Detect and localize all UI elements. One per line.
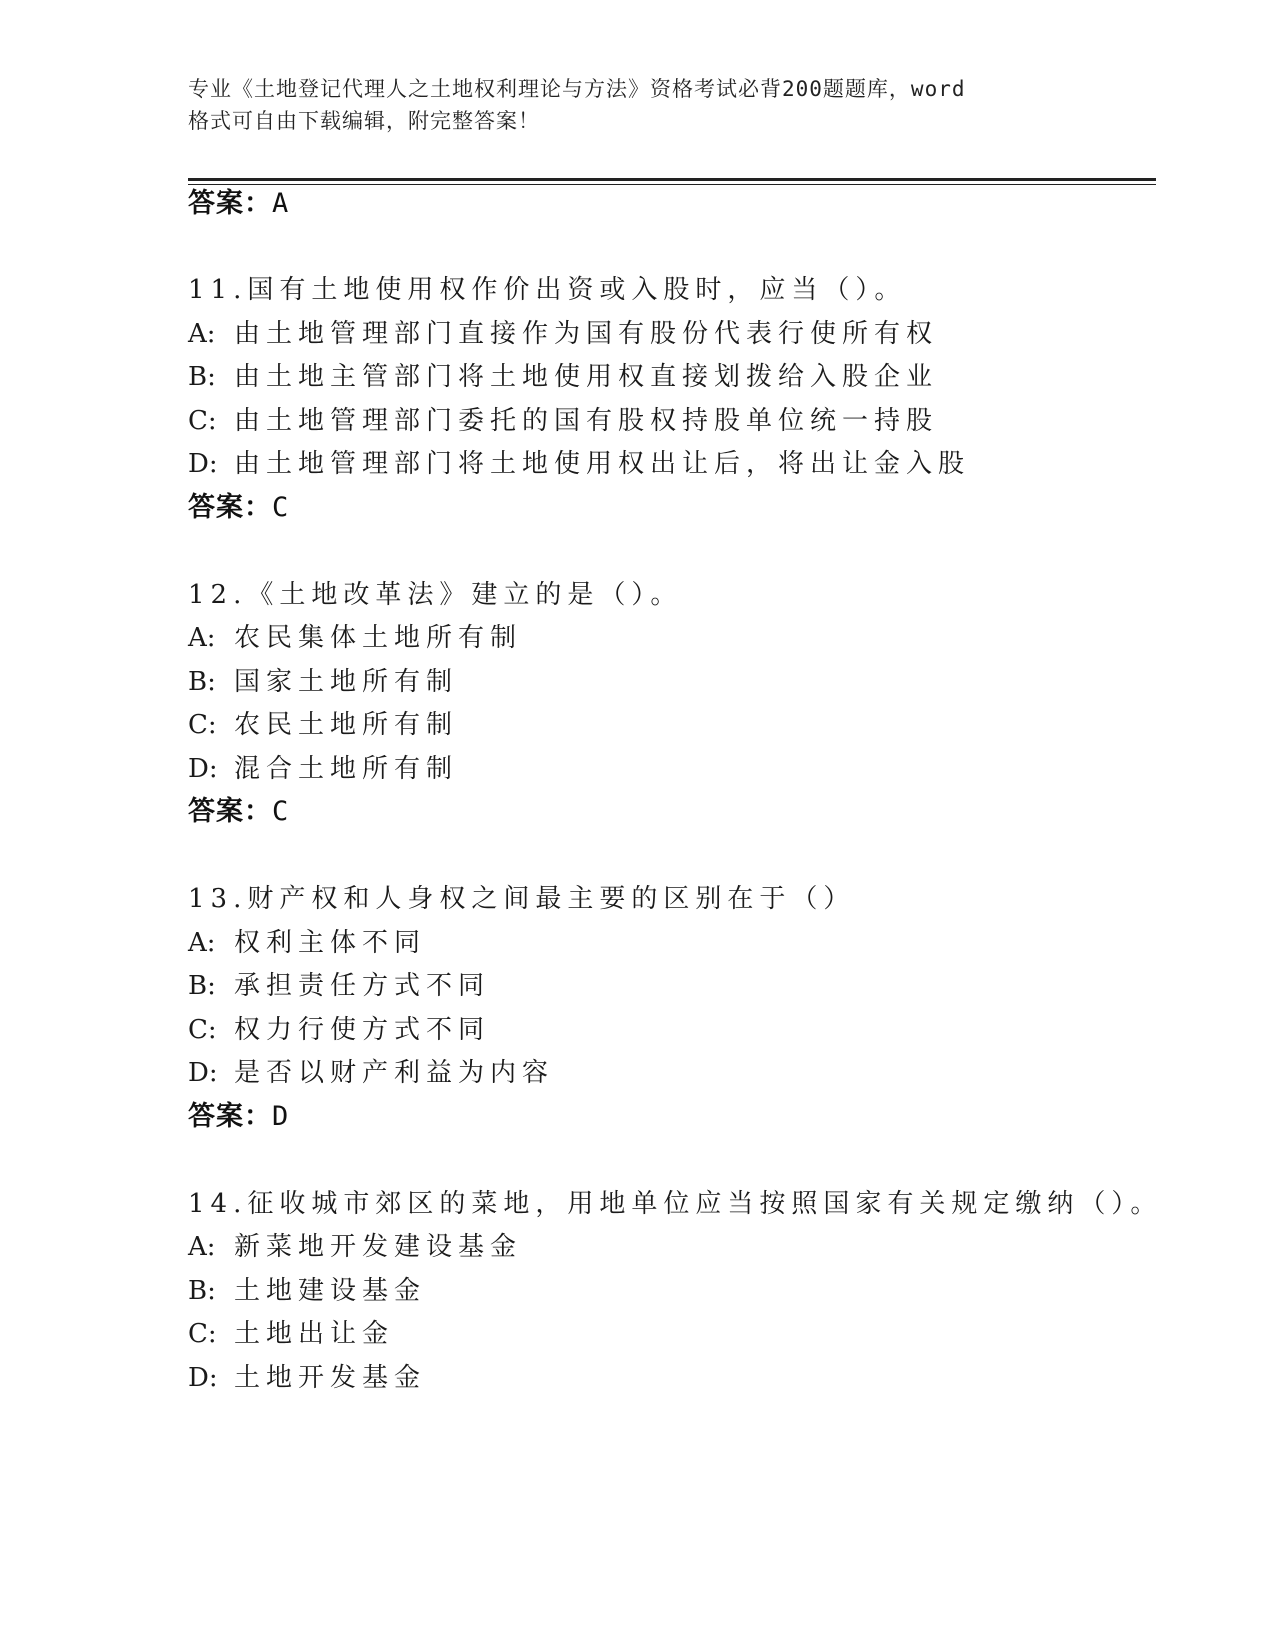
answer-value: C: [272, 796, 290, 827]
option-14-a: [188, 1229, 522, 1265]
option-11-d: [188, 446, 970, 482]
option-key: C:: [188, 406, 217, 436]
option-text: 承担责任方式不同: [234, 971, 491, 1001]
answer-label: 答案：: [188, 796, 272, 827]
option-key: A:: [188, 319, 216, 349]
answer-value: D: [272, 1101, 290, 1132]
answer-line-11: [188, 490, 289, 526]
option-12-d: [188, 751, 458, 787]
question-stem-14: 14.征收城市郊区的菜地，用地单位应当按照国家有关规定缴纳（）。: [188, 1189, 1163, 1219]
option-key: B:: [188, 362, 216, 392]
question-stem-13: 13.财产权和人身权之间最主要的区别在于（）: [188, 884, 856, 914]
option-text: 农民集体土地所有制: [234, 623, 523, 653]
answer-label: 答案：: [188, 492, 272, 523]
option-key: C:: [188, 1319, 217, 1349]
option-text: 新菜地开发建设基金: [234, 1232, 523, 1262]
option-key: B:: [188, 971, 216, 1001]
option-text: 由土地主管部门将土地使用权直接划拨给入股企业: [234, 362, 939, 392]
option-key: D:: [188, 754, 218, 784]
header-divider-thin: [188, 184, 1156, 185]
option-11-b: [188, 359, 938, 395]
option-text: 权力行使方式不同: [234, 1015, 491, 1045]
answer-value: C: [272, 492, 290, 523]
answer-label: 答案：: [188, 1101, 272, 1132]
header-line-2: 格式可自由下载编辑，附完整答案！: [188, 109, 540, 133]
option-text: 国家土地所有制: [234, 667, 459, 697]
option-14-d: [188, 1360, 426, 1396]
option-13-a: [188, 925, 426, 961]
answer-line-12: [188, 794, 289, 830]
option-key: B:: [188, 667, 216, 697]
option-13-b: [188, 968, 490, 1004]
option-14-c: [188, 1316, 394, 1352]
header-line-1: 专业《土地登记代理人之土地权利理论与方法》资格考试必背200题题库，word: [188, 77, 966, 101]
option-text: 土地出让金: [234, 1319, 395, 1349]
question-stem-12: 12.《土地改革法》建立的是（）。: [188, 580, 683, 610]
option-text: 土地建设基金: [234, 1276, 427, 1306]
option-14-b: [188, 1273, 426, 1309]
document-header: [188, 73, 1068, 137]
option-13-c: [188, 1012, 490, 1048]
question-stem-11: 11.国有土地使用权作价出资或入股时，应当（）。: [188, 275, 907, 305]
option-key: C:: [188, 710, 217, 740]
option-text: 农民土地所有制: [234, 710, 459, 740]
answer-label: 答案：: [188, 188, 272, 219]
option-key: C:: [188, 1015, 217, 1045]
option-12-a: [188, 620, 522, 656]
option-key: A:: [188, 623, 216, 653]
option-text: 土地开发基金: [234, 1363, 427, 1393]
option-key: B:: [188, 1276, 216, 1306]
option-11-c: [188, 403, 938, 439]
option-text: 由土地管理部门将土地使用权出让后，将出让金入股: [234, 449, 971, 479]
option-text: 权利主体不同: [234, 928, 427, 958]
option-12-b: [188, 664, 458, 700]
option-text: 由土地管理部门委托的国有股权持股单位统一持股: [234, 406, 939, 436]
answer-line-prev: [188, 186, 289, 222]
option-13-d: [188, 1055, 554, 1091]
option-key: D:: [188, 1363, 218, 1393]
option-11-a: [188, 316, 938, 352]
answer-line-13: [188, 1099, 289, 1135]
answer-value: A: [272, 188, 290, 219]
option-12-c: [188, 707, 458, 743]
option-text: 是否以财产利益为内容: [234, 1058, 555, 1088]
header-divider-thick: [188, 178, 1156, 181]
option-key: A:: [188, 1232, 216, 1262]
option-text: 由土地管理部门直接作为国有股份代表行使所有权: [234, 319, 939, 349]
option-key: A:: [188, 928, 216, 958]
option-key: D:: [188, 1058, 218, 1088]
option-key: D:: [188, 449, 218, 479]
option-text: 混合土地所有制: [234, 754, 459, 784]
